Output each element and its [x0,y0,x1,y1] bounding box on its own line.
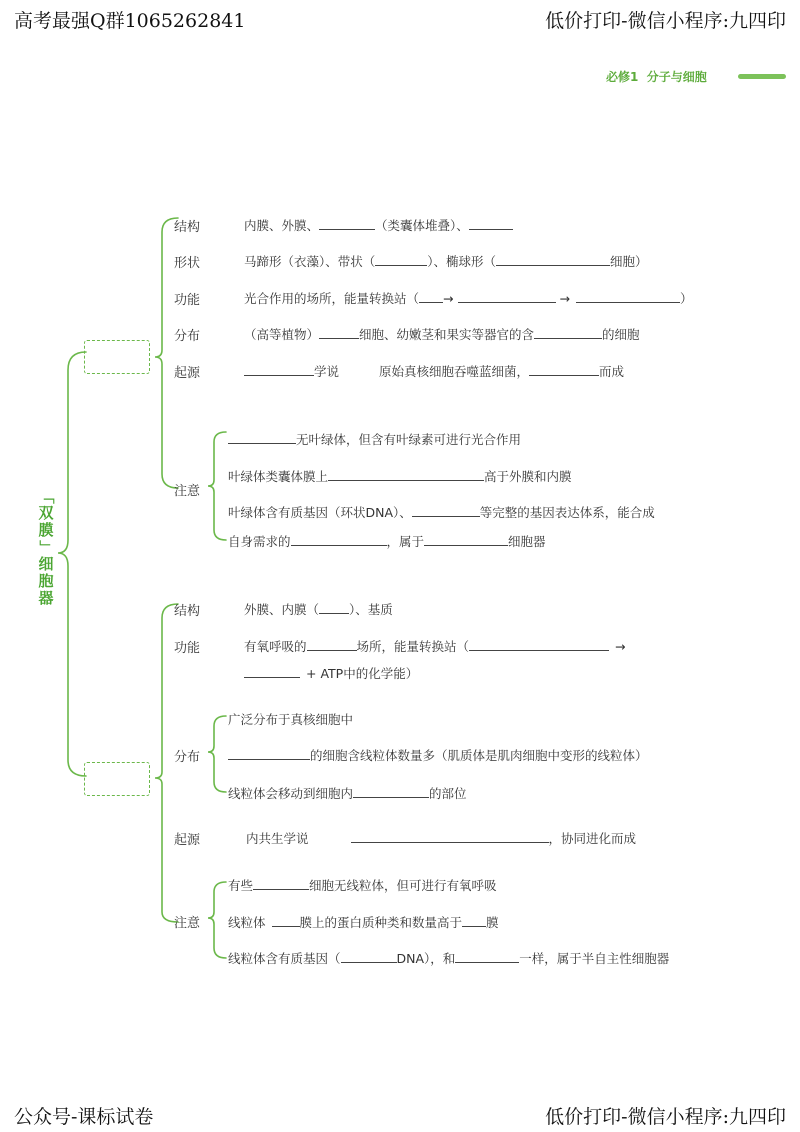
text: 的细胞 [602,327,640,342]
chloroplast-distribution-label: 分布 [174,329,201,344]
mitochondria-origin-label: 起源 [174,833,201,848]
text: 细胞） [610,254,648,269]
text: 等完整的基因表达体系，能合成 [479,505,655,520]
arrow: → [443,291,454,306]
fill-blank [529,363,599,376]
text: 有氧呼吸的 [244,639,307,654]
chloroplast-origin-label: 起源 [174,366,201,381]
fill-blank [228,747,310,760]
main-title [36,488,56,607]
chloroplast-structure-label: 结构 [174,220,201,235]
text: 细胞无线粒体，但可进行有氧呼吸 [309,878,497,893]
fill-blank [341,950,397,963]
text: （类囊体堆叠）、 [375,218,469,233]
mitochondria-distribution-3 [228,784,467,802]
chloroplast-function-text [244,289,693,307]
text: 而成 [599,364,625,379]
text: 一样，属于半自主性细胞器 [519,951,670,966]
chloroplast-notes-label: 注意 [174,484,201,499]
arrow: → [615,639,626,654]
text: 自身需求的 [228,534,291,549]
fill-blank [412,504,480,517]
mitochondria-distribution-1: 广泛分布于真核细胞中 [228,712,354,727]
chloroplast-note-4 [228,532,546,550]
text: 细胞、幼嫩茎和果实等器官的含 [359,327,535,342]
text: 学说 [314,364,340,379]
chloroplast-note-2 [228,467,572,485]
fill-blank [469,217,513,230]
chloroplast-note-1 [228,430,521,448]
text: 内膜、外膜、 [244,218,320,233]
mitochondria-note-2 [228,913,499,931]
chloroplast-note-3 [228,503,655,521]
text: 内共生学说 [246,831,309,846]
text: 线粒体会移动到细胞内 [228,786,354,801]
fill-blank [496,253,610,266]
chloroplast-name-blank [84,340,150,374]
fill-blank [319,217,375,230]
fill-blank [353,785,429,798]
fill-blank [244,363,314,376]
text: 线粒体含有质基因（ [228,951,341,966]
mitochondria-origin-text [246,829,636,847]
mitochondria-function-text [244,637,626,655]
fill-blank [328,468,484,481]
text: ）、椭球形（ [427,254,497,269]
mitochondria-distribution-label: 分布 [174,750,201,765]
text: 原始真核细胞吞噬蓝细菌， [379,364,530,379]
chloroplast-distribution-text [244,325,640,343]
mitochondria-structure-label: 结构 [174,604,201,619]
fill-blank [469,638,609,651]
mitochondria-distribution-2 [228,746,648,764]
fill-blank [228,431,296,444]
mitochondria-notes-label: 注意 [174,916,201,931]
mitochondria-note-3 [228,949,669,967]
watermark-top-right: 低价打印-微信小程序:九四印 [545,10,786,32]
mitochondria-function-label: 功能 [174,641,201,656]
chloroplast-shape-label: 形状 [174,256,201,271]
chloroplast-function-label: 功能 [174,293,201,308]
watermark-bottom-right: 低价打印-微信小程序:九四印 [545,1106,786,1128]
fill-blank [319,601,349,614]
text: ，协同进化而成 [548,831,637,846]
fill-blank [455,950,519,963]
fill-blank [307,638,357,651]
fill-blank [424,533,508,546]
watermark-top-left: 高考最强Q群1065262841 [14,10,246,32]
text: + ATP中的化学能） [306,666,419,681]
text: 光合作用的场所，能量转换站（ [244,291,420,306]
fill-blank [272,914,300,927]
fill-blank [419,290,443,303]
chloroplast-shape-text [244,252,648,270]
text: 高于外膜和内膜 [484,469,572,484]
header-section: 必修1 [606,70,639,84]
fill-blank [253,877,309,890]
text: 的部位 [429,786,467,801]
text: ，属于 [386,534,425,549]
text: 马蹄形（衣藻）、带状（ [244,254,376,269]
text: （高等植物） [244,327,320,342]
fill-blank [458,290,556,303]
fill-blank [319,326,359,339]
fill-blank [576,290,680,303]
text: 叶绿体类囊体膜上 [228,469,329,484]
fill-blank [244,665,300,678]
text: 膜上的蛋白质种类和数量高于 [299,915,463,930]
title-word-1: 双膜 [38,504,54,539]
fill-blank [462,914,486,927]
arrow: → [559,291,570,306]
mitochondria-function-text-2 [244,664,418,682]
mitochondria-name-blank [84,762,150,796]
text: DNA），和 [396,951,456,966]
chloroplast-structure-text [244,216,513,234]
chloroplast-origin-text [244,362,624,380]
title-word-2: 细胞器 [38,555,54,607]
mitochondria-note-1 [228,876,497,894]
header-title: 分子与细胞 [646,70,707,84]
text: 线粒体 [228,915,266,930]
watermark-bottom-left: 公众号-课标试卷 [14,1106,154,1128]
text: 膜 [486,915,499,930]
text: 场所，能量转换站（ [356,639,470,654]
text: 细胞器 [508,534,546,549]
mitochondria-structure-text [244,600,393,618]
text: 外膜、内膜（ [244,602,320,617]
title-bracket-left: 「 [37,488,56,504]
title-bracket-right: 」 [37,539,56,555]
fill-blank [375,253,427,266]
fill-blank [291,533,387,546]
text: 的细胞含线粒体数量多（肌质体是肌肉细胞中变形的线粒体） [310,748,648,763]
text: ） [679,291,693,306]
text: 有些 [228,878,254,893]
text: 无叶绿体，但含有叶绿素可进行光合作用 [296,432,522,447]
fill-blank [351,830,549,843]
text: ）、基质 [349,602,393,617]
text: 叶绿体含有质基因（环状DNA）、 [228,505,412,520]
fill-blank [534,326,602,339]
